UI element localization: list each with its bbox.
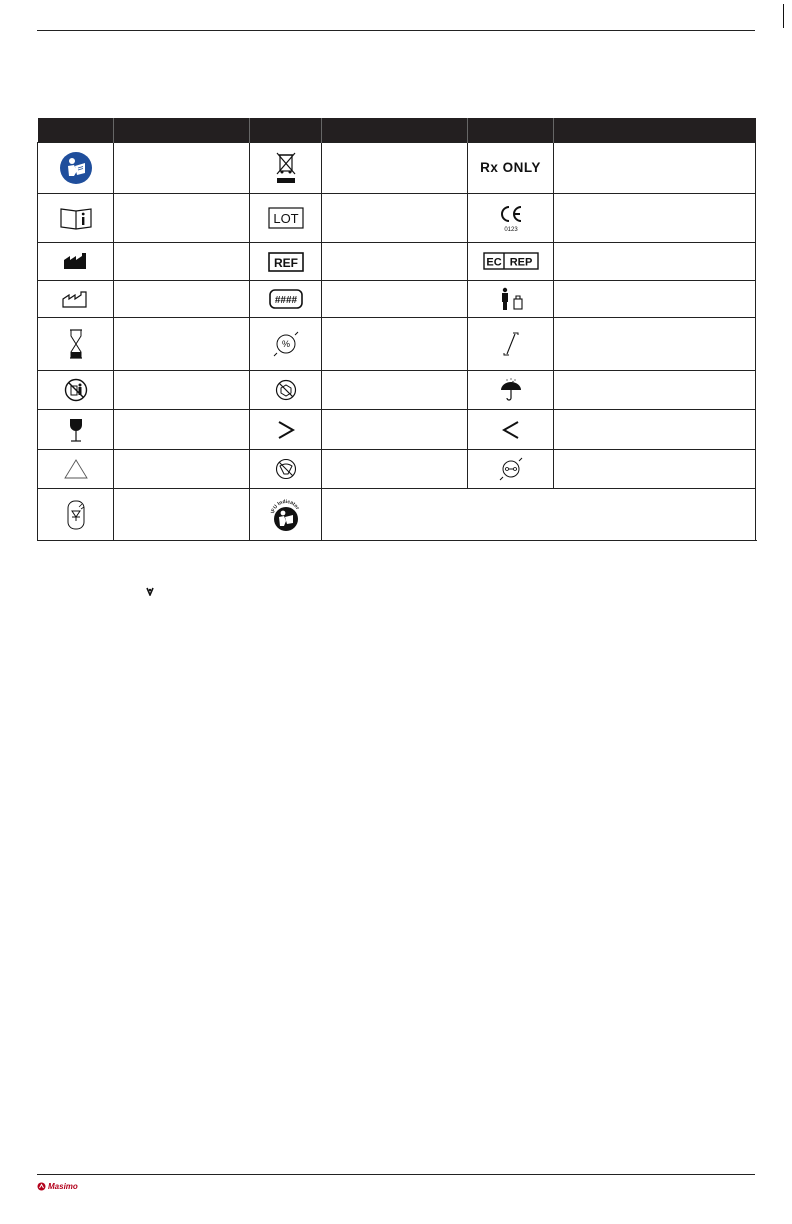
description-cell bbox=[114, 489, 250, 541]
masimo-logo-icon bbox=[37, 1182, 46, 1191]
light-source-icon bbox=[66, 499, 86, 531]
symbol-cell bbox=[250, 371, 322, 410]
header-cell bbox=[468, 118, 554, 143]
description-cell bbox=[322, 281, 468, 318]
manufacturer-icon bbox=[63, 252, 89, 270]
svg-text:REF: REF bbox=[273, 255, 298, 270]
footer-logo bbox=[37, 1182, 78, 1191]
header-cell bbox=[554, 118, 756, 143]
description-cell bbox=[554, 143, 756, 194]
svg-text:####: #### bbox=[274, 295, 297, 306]
symbol-cell bbox=[468, 143, 554, 194]
description-cell bbox=[114, 410, 250, 450]
table-row bbox=[38, 489, 756, 541]
symbol-cell bbox=[250, 194, 322, 243]
symbol-cell bbox=[250, 410, 322, 450]
symbol-cell bbox=[250, 450, 322, 489]
description-cell bbox=[554, 194, 756, 243]
symbol-cell bbox=[38, 281, 114, 318]
table-row bbox=[38, 318, 756, 371]
instructions-info-icon bbox=[59, 206, 93, 230]
description-cell bbox=[554, 450, 756, 489]
less-than-icon bbox=[502, 419, 520, 441]
inline-mark-icon bbox=[146, 586, 154, 596]
symbol-cell bbox=[38, 194, 114, 243]
description-cell bbox=[114, 194, 250, 243]
consult-instructions-icon bbox=[59, 151, 93, 185]
svg-text:EC: EC bbox=[485, 256, 502, 269]
svg-text:IFU Indicator: IFU Indicator bbox=[269, 498, 300, 514]
description-cell bbox=[322, 450, 468, 489]
expiry-hourglass-icon bbox=[69, 328, 83, 360]
ifu-description-cell bbox=[322, 489, 756, 541]
description-cell bbox=[554, 318, 756, 371]
ref-catalog-icon bbox=[268, 252, 304, 272]
atmospheric-pressure-icon bbox=[498, 456, 524, 482]
symbol-cell bbox=[38, 318, 114, 371]
symbol-cell bbox=[468, 450, 554, 489]
table-row bbox=[38, 281, 756, 318]
margin-tick bbox=[783, 4, 784, 28]
rx-only-label: Rx ONLY bbox=[480, 160, 541, 175]
symbol-cell bbox=[38, 143, 114, 194]
description-cell bbox=[322, 371, 468, 410]
footer-brand: Masimo bbox=[48, 1182, 78, 1191]
symbol-cell bbox=[38, 371, 114, 410]
description-cell bbox=[114, 318, 250, 371]
caution-icon bbox=[63, 458, 89, 480]
table-header-row bbox=[38, 118, 756, 143]
symbol-cell bbox=[250, 243, 322, 281]
svg-text:%: % bbox=[281, 339, 290, 349]
latex-free-icon bbox=[275, 458, 297, 480]
header-cell bbox=[250, 118, 322, 143]
description-cell bbox=[322, 243, 468, 281]
symbol-cell bbox=[38, 450, 114, 489]
description-cell bbox=[554, 281, 756, 318]
table-row bbox=[38, 143, 756, 194]
symbol-cell bbox=[468, 194, 554, 243]
table-row bbox=[38, 371, 756, 410]
table-row bbox=[38, 410, 756, 450]
symbol-cell bbox=[38, 243, 114, 281]
description-cell bbox=[322, 318, 468, 371]
description-cell bbox=[554, 243, 756, 281]
keep-dry-icon bbox=[499, 378, 523, 402]
symbol-cell bbox=[250, 318, 322, 371]
symbol-cell bbox=[250, 281, 322, 318]
header-rule bbox=[37, 30, 755, 31]
date-of-manufacture-icon bbox=[62, 290, 90, 308]
lot-code-icon bbox=[268, 207, 304, 229]
svg-text:LOT: LOT bbox=[272, 211, 299, 226]
symbol-cell bbox=[38, 489, 114, 541]
description-cell bbox=[554, 371, 756, 410]
temperature-limit-icon bbox=[500, 331, 522, 357]
header-cell bbox=[114, 118, 250, 143]
symbol-cell bbox=[250, 143, 322, 194]
symbol-cell bbox=[250, 489, 322, 541]
symbol-cell bbox=[468, 243, 554, 281]
footer-rule bbox=[37, 1174, 755, 1175]
header-cell bbox=[38, 118, 114, 143]
symbol-cell bbox=[468, 371, 554, 410]
body-weight-icon bbox=[497, 287, 525, 311]
ifu-indicator-icon bbox=[266, 495, 306, 535]
svg-text:0123: 0123 bbox=[503, 227, 518, 233]
svg-text:REP: REP bbox=[509, 256, 532, 269]
description-cell bbox=[114, 371, 250, 410]
symbols-table bbox=[37, 118, 756, 541]
humidity-limit-icon bbox=[271, 329, 301, 359]
weee-disposal-icon bbox=[275, 151, 297, 185]
symbol-cell bbox=[468, 281, 554, 318]
serial-number-icon bbox=[269, 289, 303, 309]
table-row bbox=[38, 450, 756, 489]
description-cell bbox=[554, 410, 756, 450]
header-cell bbox=[322, 118, 468, 143]
symbol-cell bbox=[468, 410, 554, 450]
ec-rep-icon bbox=[483, 252, 539, 270]
table-row bbox=[38, 243, 756, 281]
no-single-patient-reuse-icon bbox=[64, 378, 88, 402]
table-row bbox=[38, 194, 756, 243]
symbol-cell bbox=[38, 410, 114, 450]
fragile-icon bbox=[69, 417, 83, 443]
description-cell bbox=[114, 243, 250, 281]
symbol-cell bbox=[468, 318, 554, 371]
description-cell bbox=[114, 450, 250, 489]
description-cell bbox=[114, 281, 250, 318]
description-cell bbox=[114, 143, 250, 194]
description-cell bbox=[322, 194, 468, 243]
greater-than-icon bbox=[277, 419, 295, 441]
description-cell bbox=[322, 143, 468, 194]
ce-mark-icon bbox=[496, 203, 526, 233]
not-sterile-icon bbox=[275, 379, 297, 401]
description-cell bbox=[322, 410, 468, 450]
